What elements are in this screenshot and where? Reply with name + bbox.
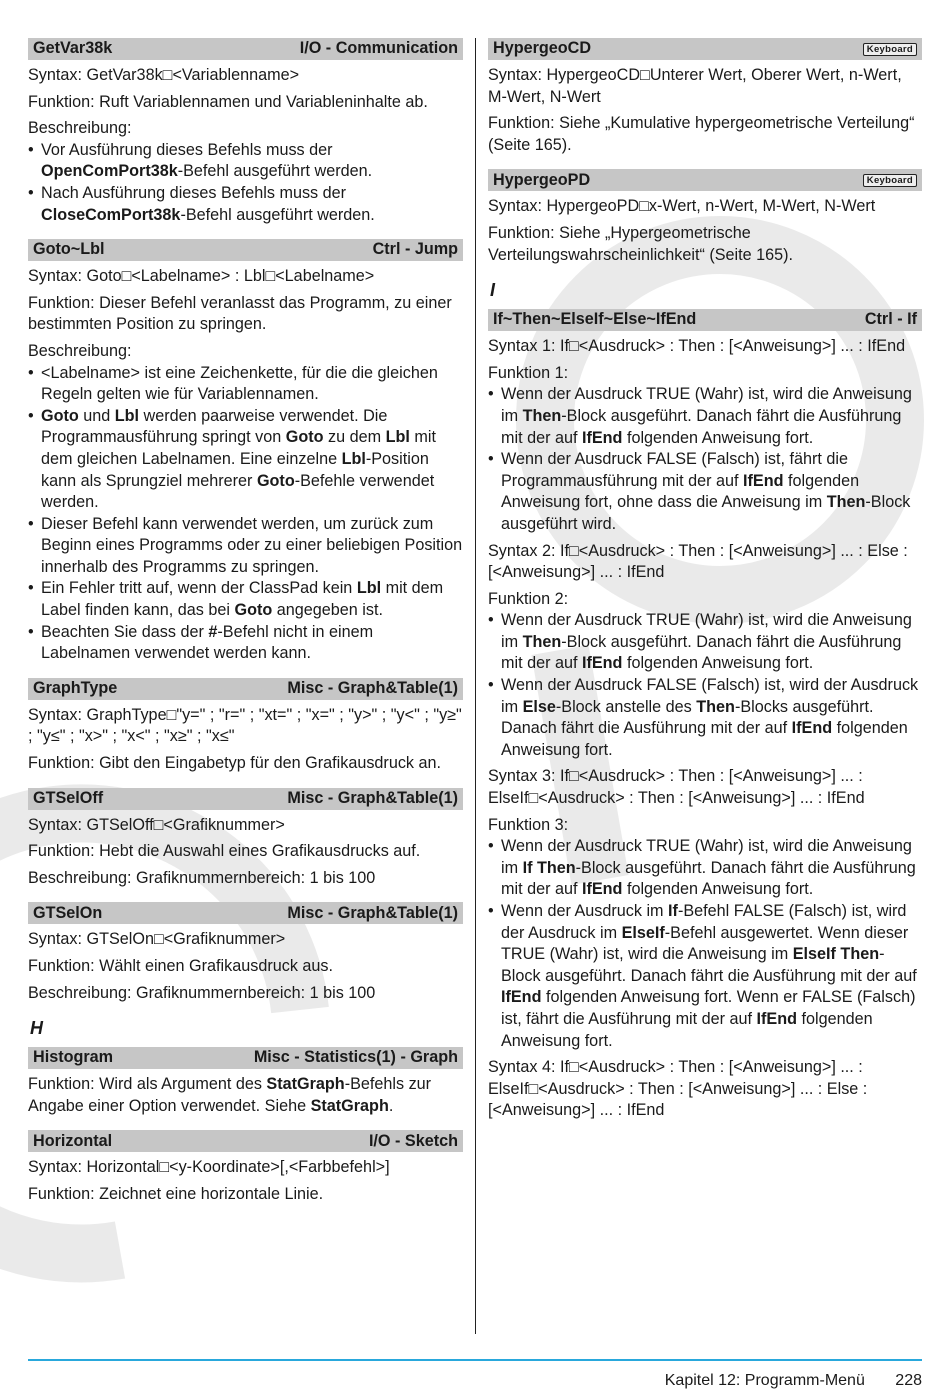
command-header — [28, 902, 463, 924]
list-item: • Wenn der Ausdruck TRUE (Wahr) ist, wird die Anweisung im Then-Block ausgeführt. Danach fährt die Ausführung mit der auf IfEnd folgenden Anweisung fort. — [488, 384, 922, 449]
command-category: I/O - Communication — [299, 39, 458, 58]
command-category: Misc - Graph&Table(1) — [287, 903, 458, 922]
function-3-list — [488, 836, 922, 1052]
function-text: Funktion: Siehe „Hypergeometrische Verteilungswahrscheinlichkeit“ (Seite 165). — [488, 223, 794, 264]
function-2-list — [488, 610, 922, 761]
command-title: GraphType — [33, 679, 118, 698]
command-header — [28, 788, 463, 810]
function-text: Funktion: Siehe „Kumulative hypergeometrische Verteilung“ (Seite 165). — [488, 114, 915, 154]
syntax-text: Syntax: HypergeoPD□x-Wert, n-Wert, M-Wert, N-Wert — [488, 197, 876, 216]
list-item: • Vor Ausführung dieses Befehls muss der OpenComPort38k-Befehl ausgeführt werden. — [28, 140, 463, 183]
command-category: I/O - Sketch — [368, 1131, 458, 1150]
chapter-label: Kapitel 12: Programm-Menü — [664, 1372, 865, 1389]
function-text: Funktion: Wird als Argument des StatGraph-Befehls zur Angabe einer Option verwendet. Siehe StatGraph. — [28, 1075, 432, 1115]
description-text: Beschreibung: Grafiknummernbereich: 1 bis 100 — [28, 868, 376, 887]
description-text: Beschreibung: Grafiknummernbereich: 1 bis 100 — [28, 983, 376, 1002]
list-item: • Ein Fehler tritt auf, wenn der ClassPad kein Lbl mit dem Label finden kann, das bei Goto angegeben ist. — [28, 578, 463, 621]
entry-goto-lbl — [28, 239, 463, 665]
command-header — [28, 1130, 463, 1152]
description-label: Beschreibung: — [28, 119, 132, 138]
syntax-text: Syntax: Horizontal□<y-Koordinate>[,<Farbbefehl>] — [28, 1158, 390, 1177]
syntax-4-text: Syntax 4: If□<Ausdruck> : Then : [<Anweisung>] ... : ElseIf□<Ausdruck> : Then : [<Anweisung>] ... : Else : [<Anweisung>] ... : IfEnd — [488, 1058, 868, 1120]
list-item: • Beachten Sie dass der #-Befehl nicht in einem Labelnamen verwendet werden kann. — [28, 622, 463, 665]
syntax-text: Syntax: GTSelOff□<Grafiknummer> — [28, 815, 285, 834]
command-header — [28, 38, 463, 60]
entry-gtseloff — [28, 788, 463, 890]
syntax-text: Syntax: GTSelOn□<Grafiknummer> — [28, 930, 286, 949]
function-text: Funktion: Hebt die Auswahl eines Grafikausdrucks auf. — [28, 842, 421, 861]
entry-gtselon — [28, 902, 463, 1004]
command-title: Histogram — [33, 1048, 114, 1067]
command-title: GTSelOn — [33, 903, 103, 922]
command-category: Ctrl - If — [864, 310, 917, 329]
function-text: Funktion: Dieser Befehl veranlasst das Programm, zu einer bestimmten Position zu springen. — [28, 293, 452, 334]
entry-getvar38k — [28, 38, 463, 226]
description-label: Beschreibung: — [28, 341, 132, 360]
page-footer — [665, 1370, 922, 1392]
list-item: • Nach Ausführung dieses Befehls muss der CloseComPort38k-Befehl ausgeführt werden. — [28, 183, 463, 226]
function-text: Funktion: Zeichnet eine horizontale Linie. — [28, 1184, 324, 1203]
description-list — [28, 140, 463, 226]
entry-hypergeopd — [488, 169, 922, 266]
command-title: HypergeoCD — [493, 39, 592, 58]
entry-graphtype — [28, 678, 463, 775]
footer-rule — [28, 1359, 922, 1361]
function-3-label: Funktion 3: — [488, 815, 569, 834]
keyboard-badge: Keyboard — [863, 43, 917, 56]
command-header — [28, 678, 463, 700]
page-number: 228 — [895, 1372, 922, 1389]
entry-if-then — [488, 309, 922, 1122]
entry-histogram — [28, 1047, 463, 1117]
list-item: • Goto und Lbl werden paarweise verwendet. Die Programmausführung springt von Goto zu dem Lbl mit dem gleichen Labelnamen. Eine einzelne Lbl-Position kann als Sprungziel mehrerer Goto-Befehle verwendet werden. — [28, 406, 463, 514]
syntax-text: Syntax: HypergeoCD□Unterer Wert, Oberer Wert, n-Wert, M-Wert, N-Wert — [488, 66, 902, 106]
description-list — [28, 363, 463, 665]
syntax-3-text: Syntax 3: If□<Ausdruck> : Then : [<Anweisung>] ... : ElseIf□<Ausdruck> : Then : [<Anweisung>] ... : IfEnd — [488, 767, 865, 808]
command-title: If~Then~ElseIf~Else~IfEnd — [493, 310, 697, 329]
syntax-text: Syntax: GraphType□"y=" ; "r=" ; "xt=" ; "x=" ; "y>" ; "y<" ; "y≥" ; "y≤" ; "x>" ; "x<" ; "x≥" ; "x≤" — [28, 705, 462, 746]
command-title: HypergeoPD — [493, 170, 591, 189]
command-category: Misc - Statistics(1) - Graph — [253, 1048, 458, 1067]
function-2-label: Funktion 2: — [488, 589, 569, 608]
function-text: Funktion: Ruft Variablennamen und Variableninhalte ab. — [28, 92, 428, 111]
command-header — [488, 309, 922, 331]
column-divider — [475, 38, 476, 1334]
list-item: • Wenn der Ausdruck TRUE (Wahr) ist, wird die Anweisung im If Then-Block ausgeführt. Danach fährt die Ausführung mit der auf IfEnd folgenden Anweisung fort. — [488, 836, 922, 901]
list-item: • <Labelname> ist eine Zeichenkette, für die die gleichen Regeln gelten wie für Variablennamen. — [28, 363, 463, 406]
list-item: • Wenn der Ausdruck FALSE (Falsch) ist, wird der Ausdruck im Else-Block anstelle des Then-Blocks ausgeführt. Danach fährt die Ausführung mit der auf IfEnd folgenden Anweisung fort. — [488, 675, 922, 761]
command-header — [488, 169, 922, 191]
function-1-list — [488, 384, 922, 535]
section-letter-h: H — [30, 1018, 43, 1039]
syntax-text: Syntax: GetVar38k□<Variablenname> — [28, 66, 300, 84]
command-title: Goto~Lbl — [33, 240, 105, 259]
command-category: Misc - Graph&Table(1) — [287, 788, 458, 807]
section-letter-i: I — [490, 280, 496, 301]
command-header — [28, 239, 463, 261]
list-item: • Wenn der Ausdruck im If-Befehl FALSE (Falsch) ist, wird der Ausdruck im ElseIf-Befehl ausgewertet. Wenn dieser TRUE (Wahr) ist, wird die Anweisung im ElseIf Then-Block ausgeführt. Danach fährt die Ausführung mit der auf IfEnd folgenden Anweisung fort. Wenn er FALSE (Falsch) ist, fährt die Ausführung mit der auf IfEnd folgenden Anweisung fort. — [488, 901, 922, 1052]
entry-hypergeocd — [488, 38, 922, 156]
list-item: • Dieser Befehl kann verwendet werden, um zurück zum Beginn eines Programms oder zu einer beliebigen Position innerhalb des Programms zu springen. — [28, 514, 463, 579]
syntax-1-text: Syntax 1: If□<Ausdruck> : Then : [<Anweisung>] ... : IfEnd — [488, 337, 906, 356]
command-header — [488, 38, 922, 60]
command-category: Ctrl - Jump — [372, 240, 458, 259]
command-header — [28, 1047, 463, 1069]
keyboard-badge: Keyboard — [863, 174, 917, 187]
command-title: GetVar38k — [33, 39, 113, 58]
function-1-label: Funktion 1: — [488, 363, 569, 382]
list-item: • Wenn der Ausdruck TRUE (Wahr) ist, wird die Anweisung im Then-Block ausgeführt. Danach fährt die Ausführung mit der auf IfEnd folgenden Anweisung fort. — [488, 610, 922, 675]
function-text: Funktion: Wählt einen Grafikausdruck aus. — [28, 957, 334, 975]
syntax-2-text: Syntax 2: If□<Ausdruck> : Then : [<Anweisung>] ... : Else : [<Anweisung>] ... : IfEnd — [488, 541, 908, 582]
entry-horizontal — [28, 1130, 463, 1205]
left-column — [28, 38, 463, 1219]
command-category: Misc - Graph&Table(1) — [287, 679, 458, 698]
right-column — [488, 38, 922, 1135]
syntax-text: Syntax: Goto□<Labelname> : Lbl□<Labelname> — [28, 267, 375, 286]
function-text: Funktion: Gibt den Eingabetyp für den Grafikausdruck an. — [28, 754, 442, 773]
command-title: Horizontal — [33, 1131, 113, 1150]
list-item: • Wenn der Ausdruck FALSE (Falsch) ist, fährt die Programmausführung mit der auf IfEnd folgenden Anweisung fort, ohne dass die Anweisung im Then-Block ausgeführt wird. — [488, 449, 922, 535]
command-title: GTSelOff — [33, 788, 104, 807]
